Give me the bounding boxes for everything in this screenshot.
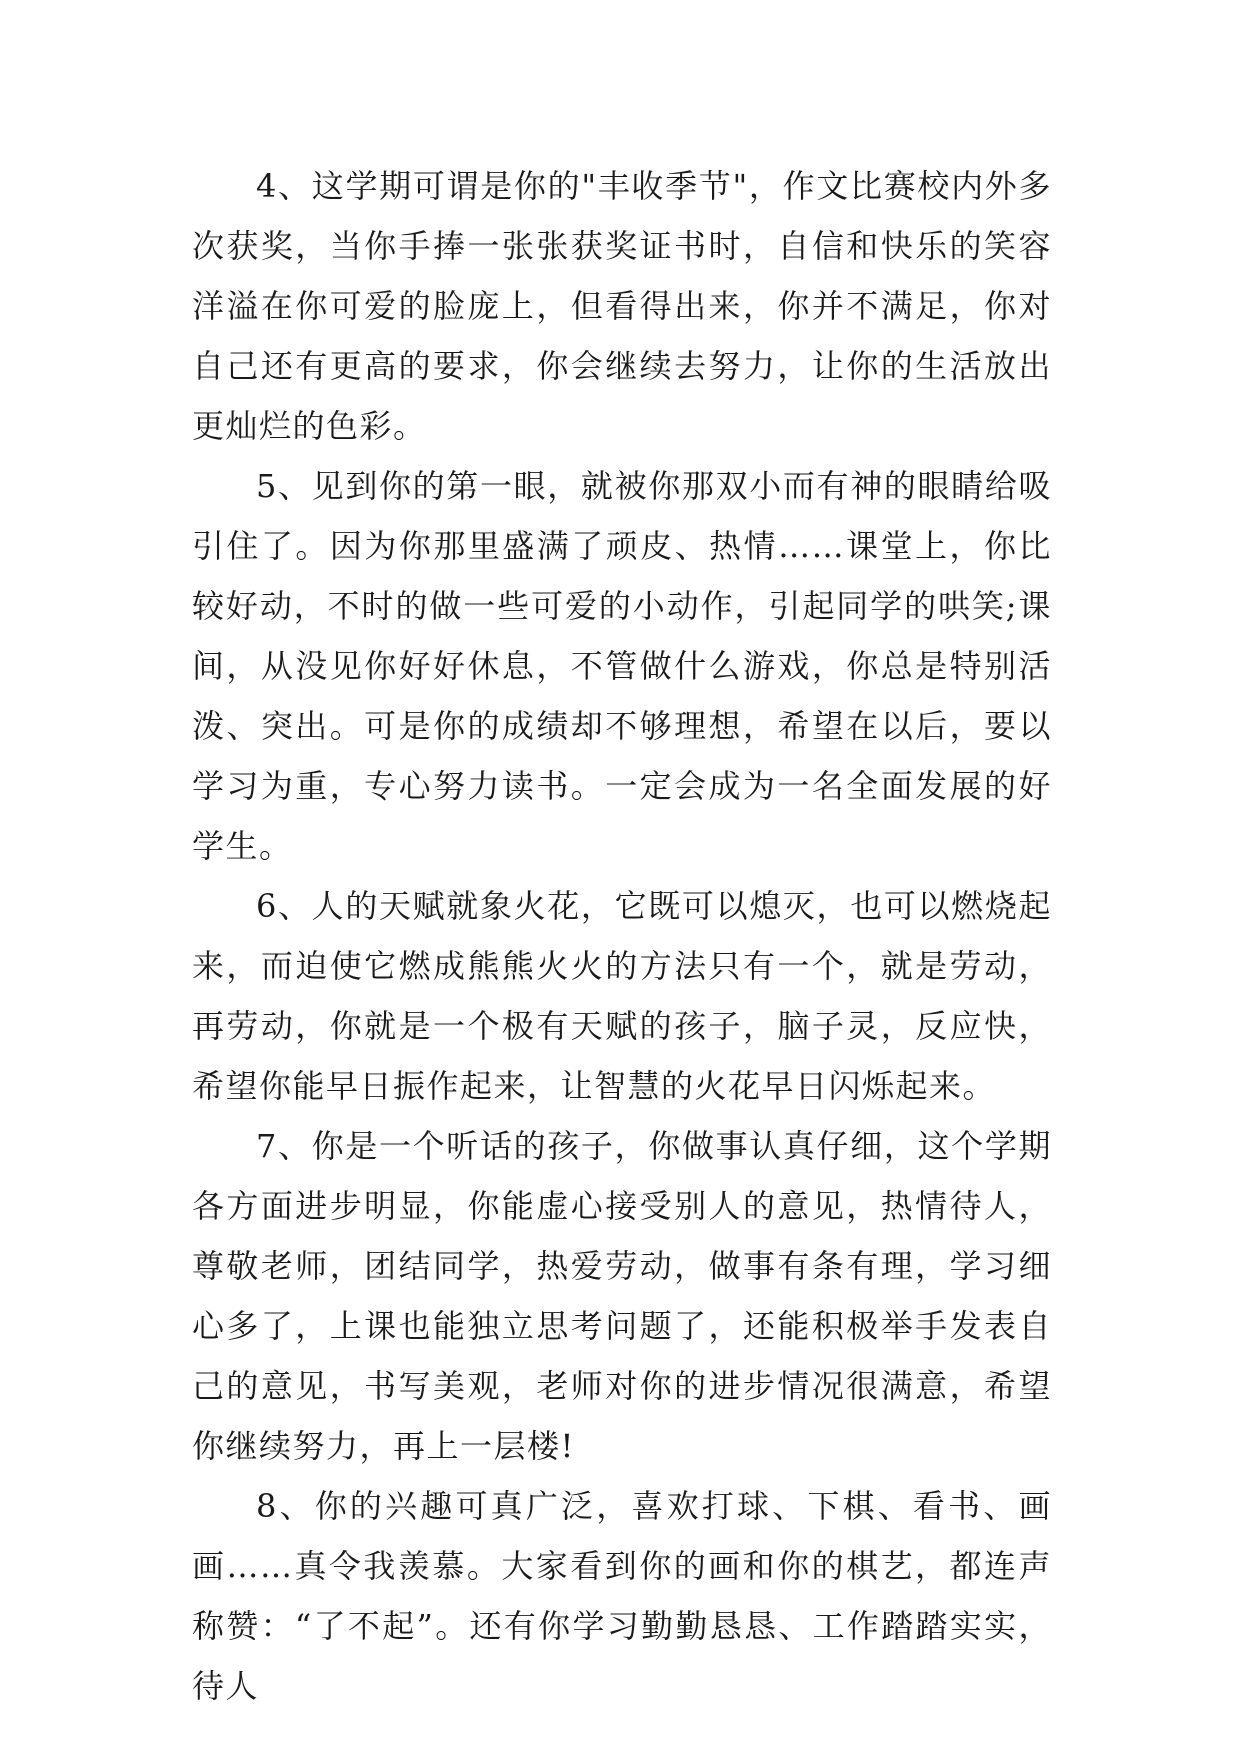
paragraph-5: 5、见到你的第一眼，就被你那双小而有神的眼睛给吸引住了。因为你那里盛满了顽皮、热情……课堂上，你比较好动，不时的做一些可爱的小动作，引起同学的哄笑;课间，从没见你好好休息，不管做什么游戏，你总是特别活泼、突出。可是你的成绩却不够理想，希望在以后，要以学习为重，专心努力读书。一定会成为一名全面发展的好学生。: [192, 467, 1052, 865]
paragraph-8: 8、你的兴趣可真广泛，喜欢打球、下棋、看书、画画……真令我羡慕。大家看到你的画和你的棋艺，都连声称赞：“了不起”。还有你学习勤勤恳恳、工作踏踏实实，待人: [192, 1487, 1052, 1705]
paragraph-7: 7、你是一个听话的孩子，你做事认真仔细，这个学期各方面进步明显，你能虚心接受别人的意见，热情待人，尊敬老师，团结同学，热爱劳动，做事有条有理，学习细心多了，上课也能独立思考问题了，还能积极举手发表自己的意见，书写美观，老师对你的进步情况很满意，希望你继续努力，再上一层楼!: [192, 1127, 1052, 1465]
paragraph-4: 4、这学期可谓是你的"丰收季节"，作文比赛校内外多次获奖，当你手捧一张张获奖证书时，自信和快乐的笑容洋溢在你可爱的脸庞上，但看得出来，你并不满足，你对自己还有更高的要求，你会继续去努力，让你的生活放出更灿烂的色彩。: [192, 167, 1052, 445]
paragraph-6: 6、人的天赋就象火花，它既可以熄灭，也可以燃烧起来，而迫使它燃成熊熊火火的方法只有一个，就是劳动，再劳动，你就是一个极有天赋的孩子，脑子灵，反应快，希望你能早日振作起来，让智慧的火花早日闪烁起来。: [192, 887, 1052, 1105]
document-body: [192, 156, 1052, 1716]
